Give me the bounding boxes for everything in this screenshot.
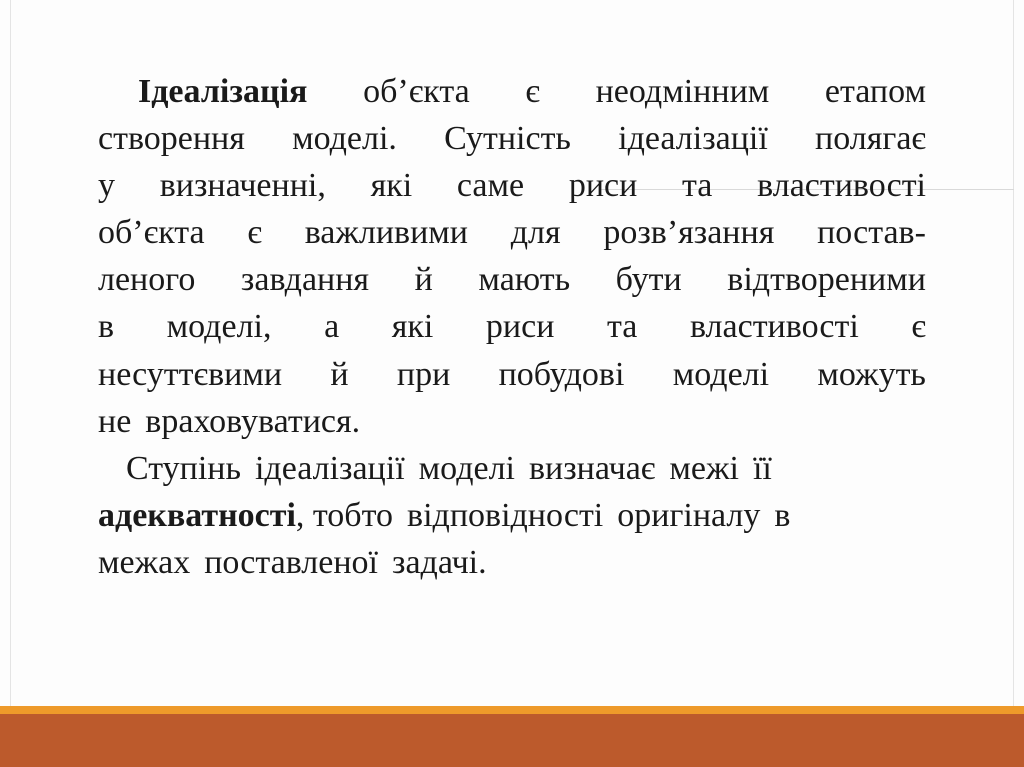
text-line (98, 256, 926, 303)
word: враховуватися. (145, 402, 361, 440)
text-line (98, 445, 926, 492)
word: задачі. (392, 543, 487, 581)
word: в (774, 496, 791, 534)
word: ідеалізації (254, 449, 405, 487)
word: риси (568, 167, 638, 205)
word: визначенні, (159, 167, 326, 205)
word: Ступінь (126, 449, 241, 487)
word: леного (98, 261, 196, 299)
word: оригіналу (617, 496, 761, 534)
word: відповідності (407, 496, 604, 534)
word: властивості (757, 167, 926, 205)
word: її (752, 449, 772, 487)
word: моделі. (292, 120, 397, 158)
term-idealization: Ідеалізація (138, 73, 308, 110)
text-line (98, 351, 926, 398)
word: ідеалізації (618, 120, 768, 158)
word: та (682, 167, 713, 205)
word: й (414, 261, 433, 299)
word: а (324, 308, 340, 346)
word: моделі, (166, 308, 272, 346)
word: є (525, 73, 540, 110)
word: етапом (824, 73, 926, 110)
text-line (98, 162, 926, 209)
word: й (330, 355, 349, 393)
word: які (370, 167, 413, 205)
word: неодмінним (595, 73, 770, 110)
word: при (396, 355, 451, 393)
word: створення (98, 120, 245, 158)
word: визначає (529, 449, 656, 487)
word: не (98, 402, 132, 440)
word: межі (669, 449, 739, 487)
word: поставленої (204, 543, 379, 581)
word: , тобто (295, 496, 394, 534)
word: є (911, 308, 926, 346)
word: завдання (240, 261, 370, 299)
word: мають (478, 261, 571, 299)
word: які (391, 308, 434, 346)
word: побудові (498, 355, 625, 393)
word: об’єкта (98, 214, 205, 252)
word: є (247, 214, 262, 252)
word: бути (615, 261, 682, 299)
slide-body-text (98, 68, 926, 586)
word: для (510, 214, 561, 252)
text-line (98, 539, 926, 586)
word: в (98, 308, 115, 346)
word: об’єкта (363, 73, 470, 110)
footer-bar (0, 714, 1024, 767)
word: відтвореними (727, 261, 926, 299)
word: важливими (304, 214, 468, 252)
text-line (98, 398, 926, 445)
word: постав- (817, 214, 926, 252)
text-line (98, 68, 926, 115)
word: моделі (418, 449, 515, 487)
word: саме (456, 167, 525, 205)
term-wrap (98, 492, 393, 539)
word: полягає (815, 120, 926, 158)
word: властивості (689, 308, 859, 346)
word: риси (485, 308, 555, 346)
text-line (98, 303, 926, 350)
word: розв’язання (603, 214, 775, 252)
text-line (98, 492, 926, 539)
word: моделі (672, 355, 770, 393)
text-line (98, 209, 926, 256)
word: у (98, 167, 115, 205)
word: Сутність (444, 120, 571, 158)
word: та (606, 308, 638, 346)
footer-accent-stripe (0, 706, 1024, 714)
word: можуть (817, 355, 926, 393)
word: несуттєвими (98, 355, 283, 393)
term-adequacy: адекватності (98, 496, 296, 534)
word: межах (98, 543, 191, 581)
text-line (98, 115, 926, 162)
